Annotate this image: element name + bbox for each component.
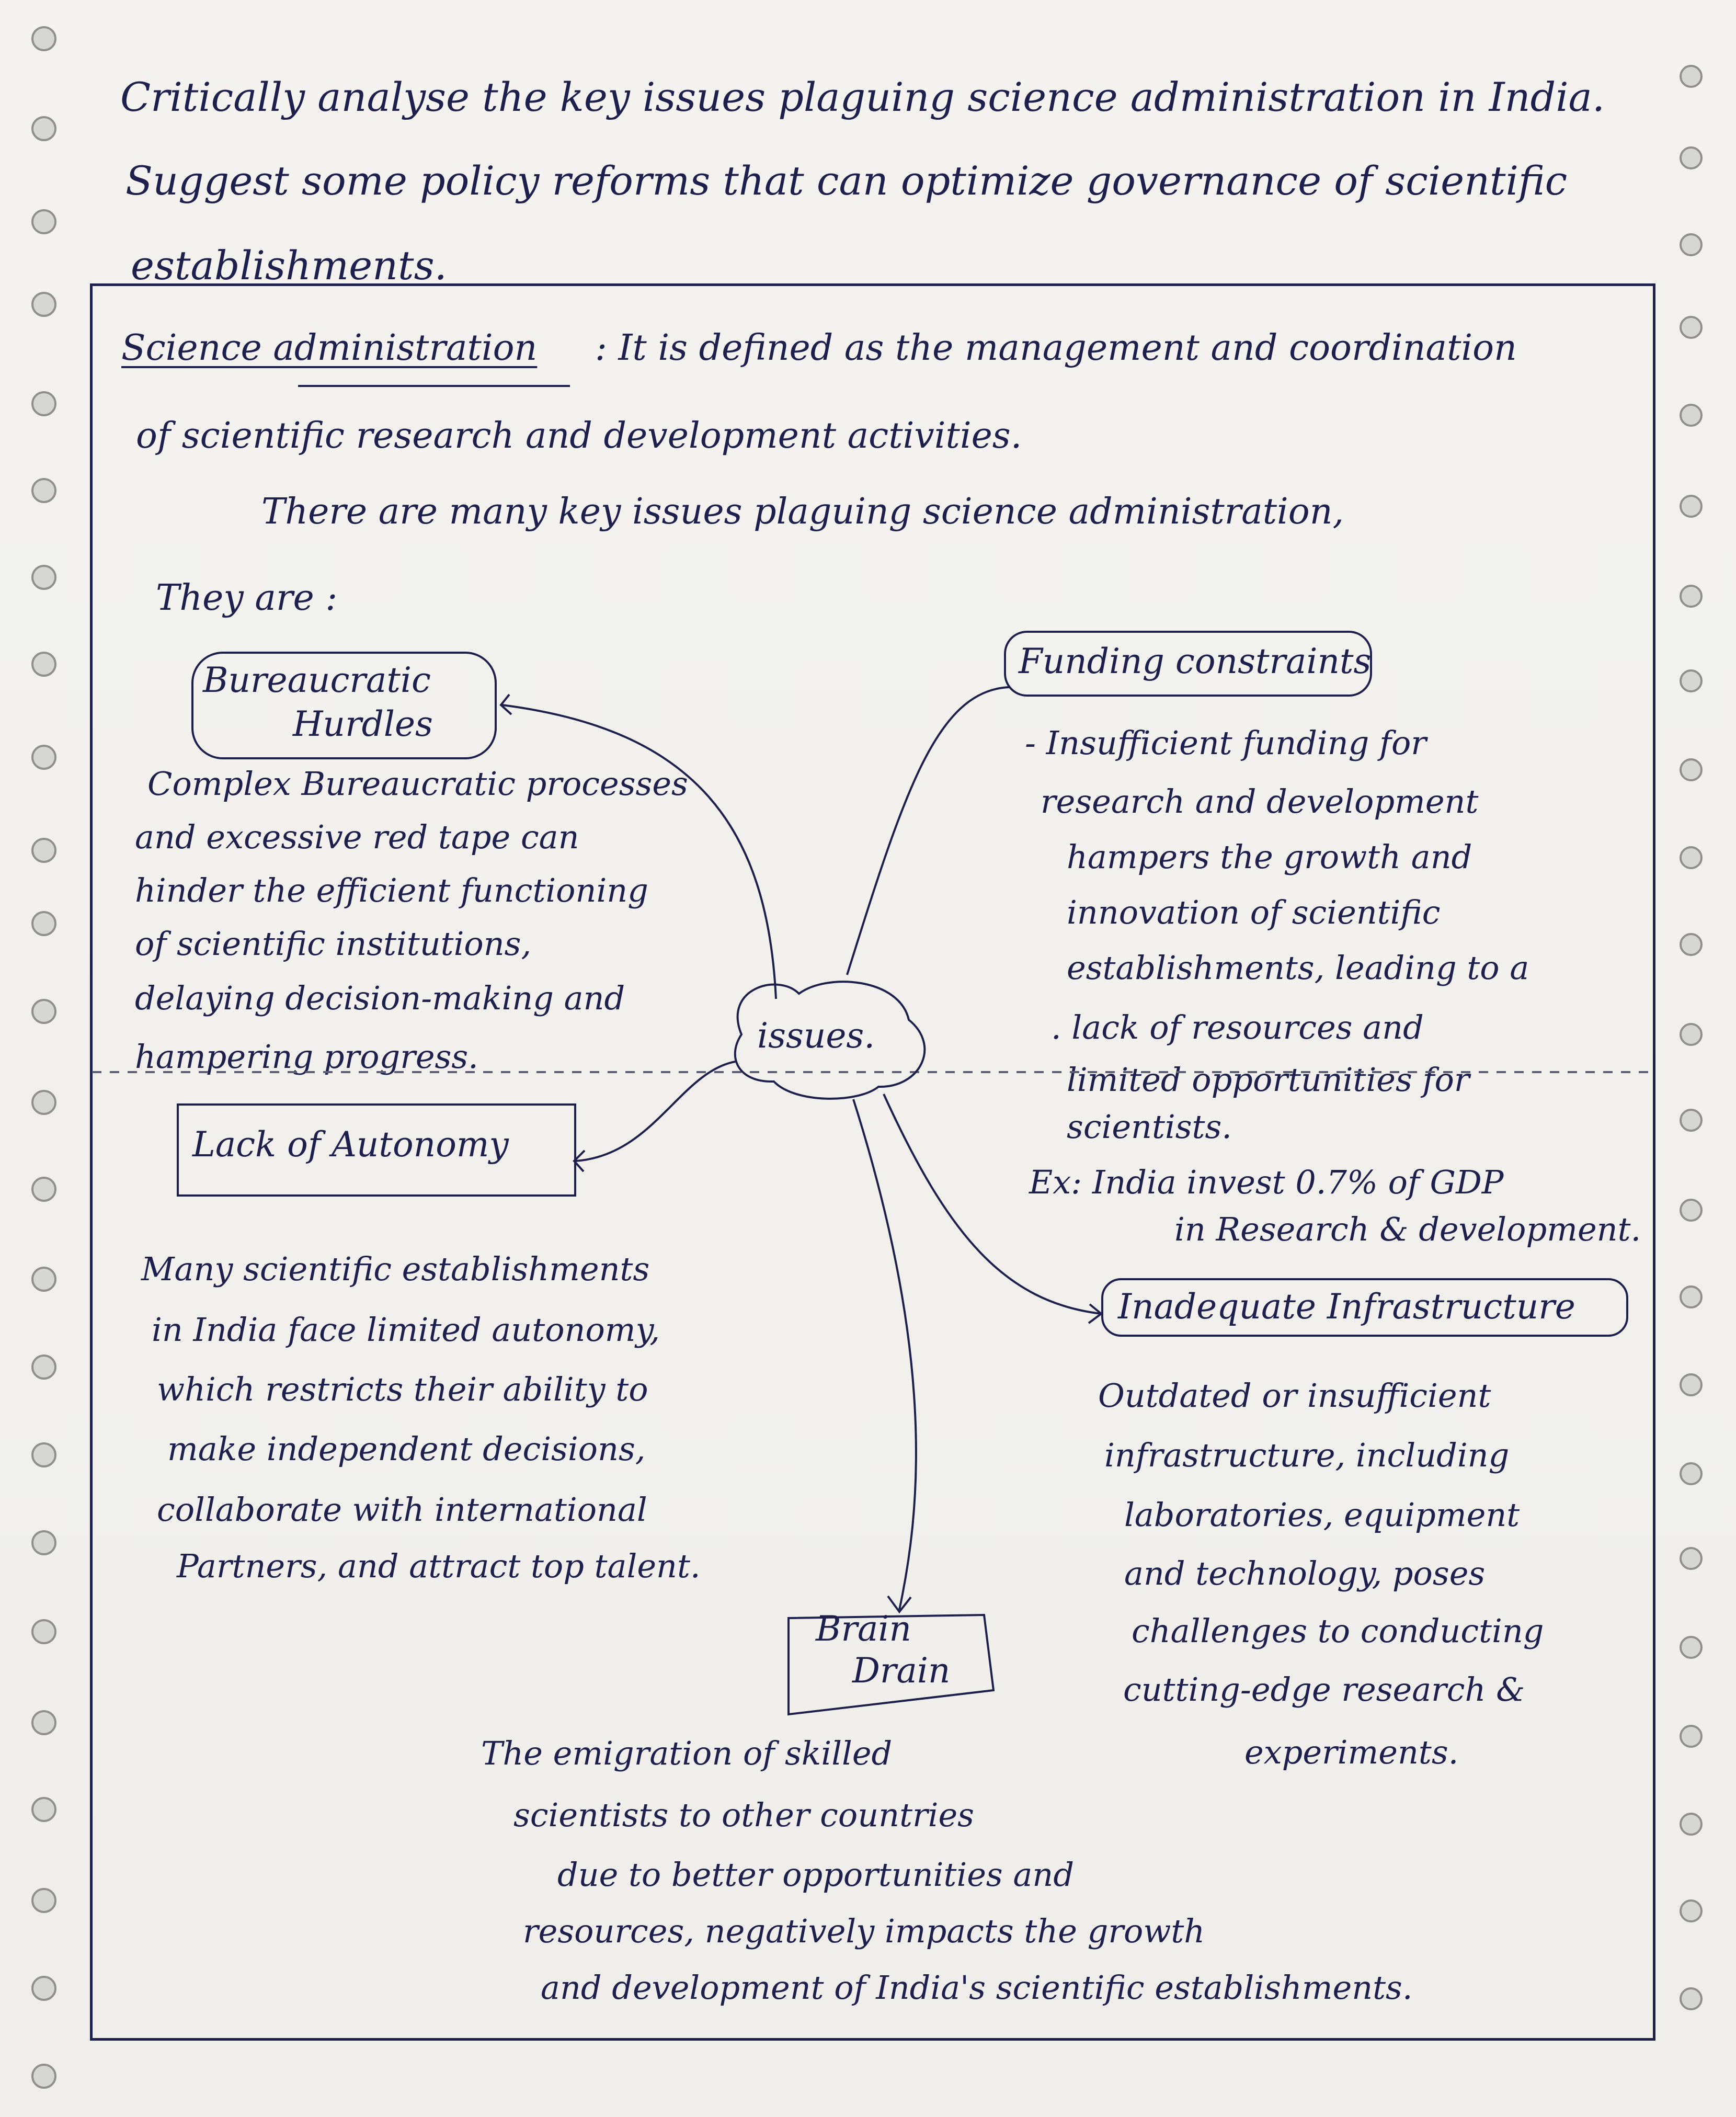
funding-line-7: limited opportunities for	[1067, 1061, 1470, 1099]
bureaucratic-line-3: hinder the efficient functioning	[135, 871, 648, 909]
autonomy-line-5: collaborate with international	[157, 1490, 647, 1529]
center-label: issues.	[757, 1016, 875, 1056]
funding-title: Funding constraints	[1019, 641, 1372, 681]
infrastructure-line-7: experiments.	[1244, 1733, 1459, 1771]
brain-drain-line-3: due to better opportunities and	[557, 1856, 1075, 1894]
question-line-2: Suggest some policy reforms that can optimize governance of scientific	[125, 157, 1568, 204]
bureaucratic-hurdles-box	[192, 653, 496, 758]
infrastructure-title: Inadequate Infrastructure	[1118, 1287, 1575, 1327]
funding-line-2: research and development	[1041, 782, 1479, 821]
funding-example-line-1: Ex: India invest 0.7% of GDP	[1029, 1163, 1504, 1201]
autonomy-line-6: Partners, and attract top talent.	[177, 1547, 701, 1585]
bureaucratic-title-line-2: Hurdles	[293, 704, 433, 744]
brain-drain-title-line-2: Drain	[852, 1651, 951, 1691]
definition-intro-line-1: There are many key issues plaguing science administration,	[261, 491, 1344, 532]
infrastructure-line-3: laboratories, equipment	[1124, 1496, 1520, 1534]
bureaucratic-connector	[502, 705, 776, 999]
autonomy-line-3: which restricts their ability to	[157, 1370, 648, 1408]
brain-drain-box	[789, 1615, 993, 1714]
bureaucratic-line-5: delaying decision-making and	[135, 979, 625, 1017]
bureaucratic-line-6: hampering progress.	[135, 1038, 478, 1076]
autonomy-line-1: Many scientific establishments	[141, 1250, 650, 1288]
funding-line-6: . lack of resources and	[1051, 1008, 1424, 1046]
infrastructure-connector	[884, 1094, 1101, 1314]
brain-drain-line-5: and development of India's scientific establishments.	[541, 1968, 1413, 2007]
inadequate-infrastructure-box	[1102, 1279, 1627, 1336]
brain-drain-title-line-1: Brain	[816, 1609, 912, 1649]
funding-line-3: hampers the growth and	[1067, 838, 1472, 876]
lack-of-autonomy-box	[178, 1105, 575, 1196]
definition-term: Science administration	[121, 327, 538, 369]
funding-connector	[847, 687, 1009, 975]
bureaucratic-line-1: Complex Bureaucratic processes	[147, 765, 688, 803]
definition-intro-line-2: They are :	[156, 577, 338, 619]
brain-drain-line-2: scientists to other countries	[513, 1796, 974, 1834]
bureaucratic-arrowhead	[501, 695, 511, 714]
funding-line-1: - Insufficient funding for	[1025, 724, 1426, 762]
question-line-1: Critically analyse the key issues plaguing science administration in India.	[120, 74, 1605, 120]
funding-line-4: innovation of scientific	[1067, 893, 1441, 931]
funding-example-line-2: in Research & development.	[1174, 1210, 1641, 1248]
question-line-3: establishments.	[131, 242, 447, 289]
autonomy-line-4: make independent decisions,	[167, 1430, 646, 1468]
bureaucratic-line-4: of scientific institutions,	[135, 925, 532, 963]
definition-text-line-1: : It is defined as the management and coordination	[595, 327, 1517, 369]
definition-text-line-2: of scientific research and development activities.	[136, 415, 1022, 457]
bureaucratic-title-line-1: Bureaucratic	[203, 660, 431, 700]
autonomy-connector	[575, 1062, 735, 1161]
center-cloud	[735, 982, 925, 1099]
autonomy-title: Lack of Autonomy	[192, 1124, 509, 1165]
infrastructure-line-4: and technology, poses	[1124, 1554, 1486, 1592]
autonomy-line-2: in India face limited autonomy,	[152, 1311, 660, 1349]
brain-drain-connector	[853, 1099, 916, 1610]
infrastructure-line-2: infrastructure, including	[1104, 1436, 1510, 1474]
infrastructure-line-6: cutting-edge research &	[1123, 1670, 1525, 1709]
funding-line-5: establishments, leading to a	[1067, 949, 1529, 987]
infrastructure-line-5: challenges to conducting	[1132, 1612, 1544, 1650]
funding-constraints-box	[1005, 632, 1371, 696]
funding-line-8: scientists.	[1067, 1108, 1232, 1146]
bureaucratic-line-2: and excessive red tape can	[135, 818, 579, 856]
brain-drain-line-1: The emigration of skilled	[481, 1734, 893, 1772]
infrastructure-line-1: Outdated or insufficient	[1098, 1376, 1491, 1415]
brain-drain-line-4: resources, negatively impacts the growth	[523, 1912, 1205, 1950]
